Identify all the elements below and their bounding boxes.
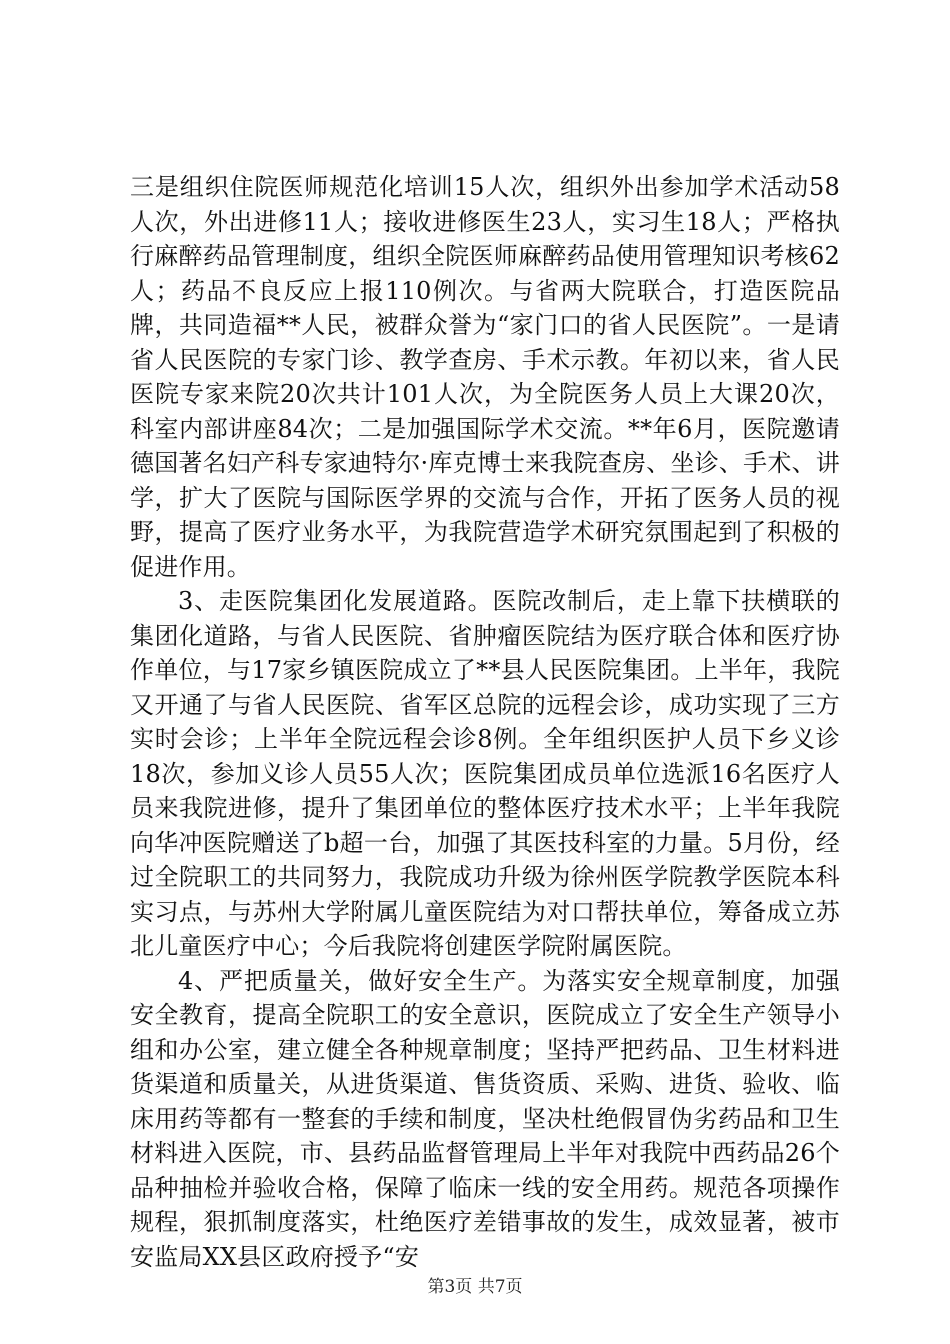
- paragraph-quality-safety: 4、严把质量关，做好安全生产。为落实安全规章制度，加强安全教育，提高全院职工的安全意识，医院成立了安全生产领导小组和办公室，建立健全各种规章制度；坚持严把药品、卫生材料进货渠道和质量关，从进货渠道、售货资质、采购、进货、验收、临床用药等都有一整套的手续和制度，坚决杜绝假冒伪劣药品和卫生材料进入医院，市、县药品监督管理局上半年对我院中西药品26个品种抽检并验收合格，保障了临床一线的安全用药。规范各项操作规程，狠抓制度落实，杜绝医疗差错事故的发生，成效显著，被市安监局XX县区政府授予“安: [130, 966, 840, 1271]
- page-footer: 第3页 共7页: [427, 1277, 523, 1297]
- document-body: [130, 170, 840, 1274]
- paragraph-training: 三是组织住院医师规范化培训15人次，组织外出参加学术活动58人次，外出进修11人；接收进修医生23人，实习生18人；严格执行麻醉药品管理制度，组织全院医师麻醉药品使用管理知识考核62人；药品不良反应上报110例次。与省两大院联合，打造医院品牌，共同造福**人民，被群众誉为“家门口的省人民医院”。一是请省人民医院的专家门诊、教学查房、手术示教。年初以来，省人民医院专家来院20次共计101人次，为全院医务人员上大课20次，科室内部讲座84次；二是加强国际学术交流。**年6月，医院邀请德国著名妇产科专家迪特尔·库克博士来我院查房、坐诊、手术、讲学，扩大了医院与国际医学界的交流与合作，开拓了医务人员的视野，提高了医疗业务水平，为我院营造学术研究氛围起到了积极的促进作用。: [130, 173, 840, 581]
- paragraph-hospital-group: 3、走医院集团化发展道路。医院改制后，走上靠下扶横联的集团化道路，与省人民医院、省肿瘤医院结为医疗联合体和医疗协作单位，与17家乡镇医院成立了**县人民医院集团。上半年，我院又开通了与省人民医院、省军区总院的远程会诊，成功实现了三方实时会诊；上半年全院远程会诊8例。全年组织医护人员下乡义诊18次，参加义诊人员55人次；医院集团成员单位选派16名医疗人员来我院进修，提升了集团单位的整体医疗技术水平；上半年我院向华冲医院赠送了b超一台，加强了其医技科室的力量。5月份，经过全院职工的共同努力，我院成功升级为徐州医学院教学医院本科实习点，与苏州大学附属儿童医院结为对口帮扶单位，筹备成立苏北儿童医疗中心；今后我院将创建医学院附属医院。: [130, 587, 840, 960]
